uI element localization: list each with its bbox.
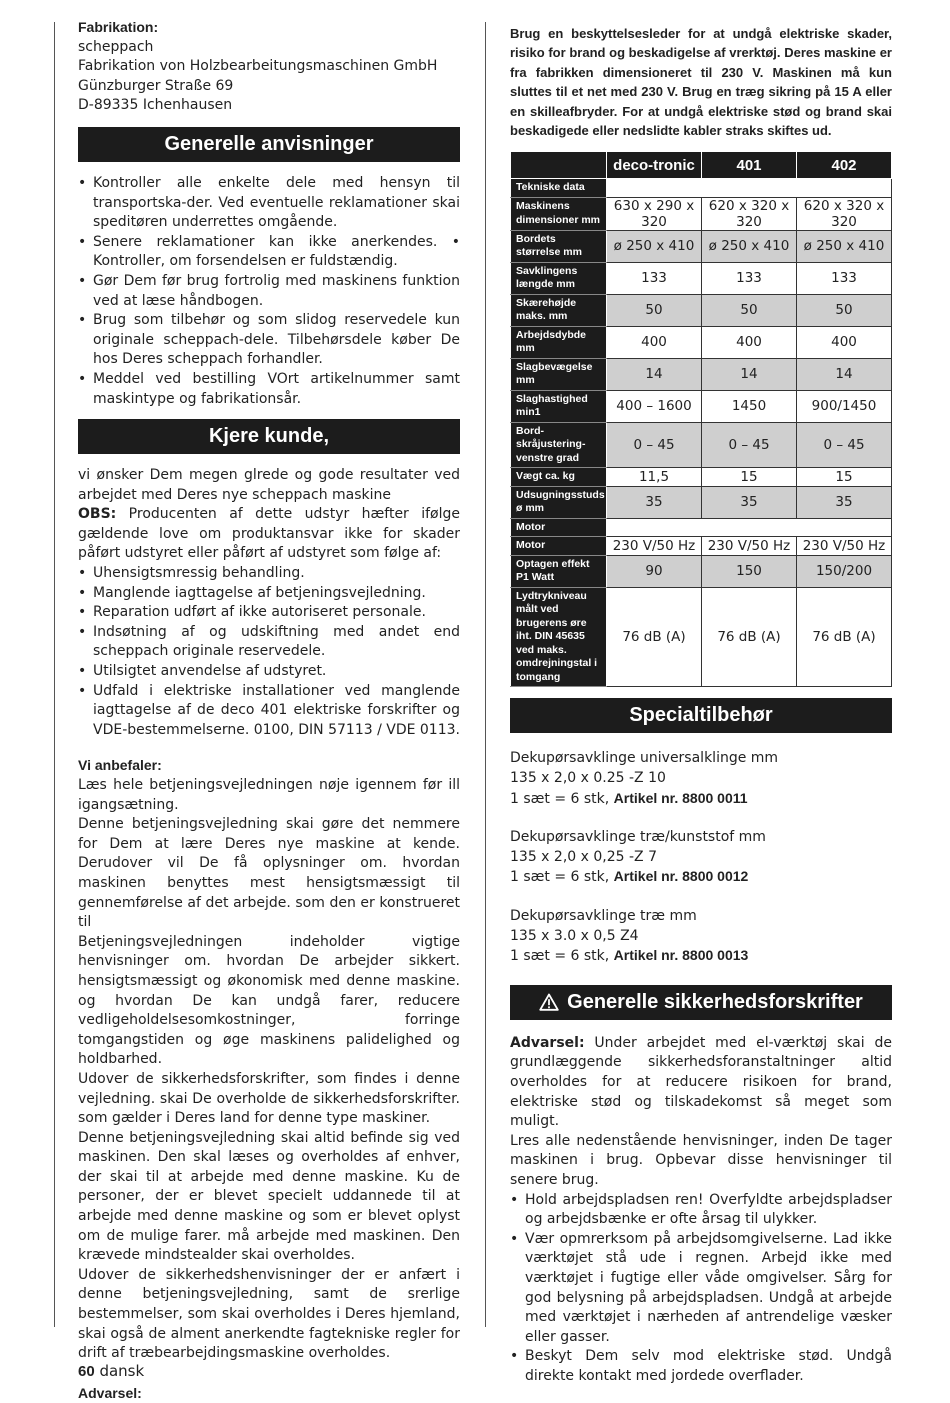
- row-label: Bordets størrelse mm: [511, 230, 607, 262]
- accessory-qty: 1 sæt = 6 stk,: [510, 790, 614, 807]
- accessory-article: Artikel nr. 8800 0012: [613, 868, 749, 885]
- table-cell: 35: [797, 486, 892, 518]
- table-cell: 620 x 320 x 320: [702, 197, 797, 230]
- safety-warning-text: Under arbejdet med el-værktøj skai de grundlæggende sikkerhedsforanstaltninger altid overholdes for at reducere risikoen for brand, elektriske stød og tilskadekomst så meget som muligt.: [510, 1034, 892, 1130]
- table-cell: 133: [797, 262, 892, 294]
- recommend-paragraph: Udover de sikkerhedshenvisninger der er anfært i denne betjeningsvejledning, samt de srerlige bestemmelser, som skai overholdes i Deres hjemland, skai også de alment anerkendte fagtekniske regler for drift af træbearbejdingsmaskine overholdes.: [78, 1266, 460, 1362]
- table-cell: 400: [607, 326, 702, 358]
- table-row: [511, 262, 892, 294]
- section-spacer: [607, 518, 892, 537]
- accessory-name: Dekupørsavklinge træ/kunststof mm: [510, 829, 766, 846]
- safety-list: [510, 1191, 892, 1387]
- table-cell: 50: [797, 294, 892, 326]
- safety-warning: [510, 1034, 892, 1132]
- list-item: • Kontroller alle enkelte dele med hensyn til transportska-der. Ved eventuelle reklamationer skai speditøren underrettes omgående.: [78, 174, 460, 233]
- list-item: • Manglende iagttagelse af betjeningsvejledning.: [78, 584, 460, 604]
- customer-heading: Kjere kunde,: [78, 419, 460, 454]
- accessory-item: [510, 749, 892, 809]
- table-row: [511, 587, 892, 687]
- model-header: 401: [702, 152, 797, 179]
- table-cell: 150/200: [797, 555, 892, 587]
- table-row: [511, 486, 892, 518]
- row-label: Arbejdsdybde mm: [511, 326, 607, 358]
- right-column: [510, 18, 892, 1386]
- table-row: [511, 422, 892, 468]
- section-spacer: [607, 179, 892, 198]
- row-label: Slaghastighed min1: [511, 390, 607, 422]
- safety-read: Lres alle nedenstående henvisninger, inden De tager maskinen i brug. Opbevar disse henvisninger til senere brug.: [510, 1132, 892, 1188]
- accessory-item: [510, 907, 892, 967]
- accessory-article-line: [510, 946, 892, 967]
- recommend-paragraph: Udover de sikkerhedsforskrifter, som findes i denne vejledning. skai De overholde de sikkerhedsforskrifter. som gælder i Deres land for denne type maskiner.: [78, 1070, 460, 1127]
- table-row: [511, 537, 892, 556]
- spec-table: [510, 151, 892, 687]
- manufacturer-line: Fabrikation von Holzbearbeitungsmaschinen GmbH: [78, 58, 438, 75]
- table-cell: 1450: [702, 390, 797, 422]
- general-list: [78, 174, 460, 409]
- recommend-paragraph: Denne betjeningsvejledning skai altid befinde sig ved maskinen. Den skal læses og overholdes af enhver, der skai til at arbejde med denne maskine. Ku de personer, der er blevet specielt uddannede til at arbejde med denne maskine og som er blevet oplyst om de mulige farer. må arbejde med maskinen. Den krævede mindstealder skai overholdes.: [78, 1129, 460, 1264]
- list-item: • Utilsigtet anvendelse af udstyret.: [78, 662, 460, 682]
- table-cell: 50: [607, 294, 702, 326]
- list-item: • Meddel ved bestilling VOrt artikelnummer samt maskintype og fabrikationsår.: [78, 370, 460, 409]
- list-item: • Brug som tilbehør og som slidog reservedele kun originale scheppach-dele. Tilbehørsdele køber De hos Deres scheppach forhandler.: [78, 311, 460, 370]
- page-number: 60: [78, 1363, 95, 1380]
- table-cell: 14: [607, 358, 702, 390]
- model-header: deco-tronic: [607, 152, 702, 179]
- table-cell: 900/1450: [797, 390, 892, 422]
- accessory-name: Dekupørsavklinge universalklinge mm: [510, 750, 779, 767]
- accessory-size: 135 x 2,0 x 0.25 -Z 10: [510, 770, 666, 787]
- left-divider: [54, 22, 55, 1327]
- row-label: Savklingens længde mm: [511, 262, 607, 294]
- table-cell: 400 – 1600: [607, 390, 702, 422]
- section-label: Tekniske data: [511, 179, 607, 198]
- table-corner: [511, 152, 607, 179]
- manufacturer-heading: Fabrikation:: [78, 19, 159, 35]
- accessory-article: Artikel nr. 8800 0013: [613, 947, 749, 964]
- safety-title: Generelle sikkerhedsforskrifter: [567, 990, 863, 1013]
- general-heading: Generelle anvisninger: [78, 127, 460, 162]
- accessory-article: Artikel nr. 8800 0011: [613, 789, 748, 806]
- row-label: Maskinens dimensioner mm: [511, 197, 607, 230]
- row-label: Skærehøjde maks. mm: [511, 294, 607, 326]
- accessory-name: Dekupørsavklinge træ mm: [510, 908, 697, 924]
- table-cell: 400: [797, 326, 892, 358]
- manufacturer-line: scheppach: [78, 38, 154, 55]
- list-item: • Indsøtning af og udskiftning med andet end scheppach originale reservedele.: [78, 623, 460, 662]
- left-column: [78, 18, 460, 1403]
- accessory-item: [510, 828, 892, 888]
- center-divider: [485, 22, 486, 1327]
- table-cell: 76 dB (A): [607, 587, 702, 687]
- accessory-size: 135 x 2,0 x 0,25 -Z 7: [510, 848, 657, 865]
- manufacturer-line: D-89335 Ichenhausen: [78, 97, 233, 114]
- customer-intro: vi ønsker Dem megen glrede og gode resultater ved arbejdet med Deres nye scheppach maskine: [78, 467, 460, 503]
- table-cell: ø 250 x 410: [797, 230, 892, 262]
- row-label: Optagen effekt P1 Watt: [511, 555, 607, 587]
- table-row: [511, 197, 892, 230]
- table-row: [511, 358, 892, 390]
- safety-heading: [510, 985, 892, 1020]
- row-label: Motor: [511, 537, 607, 556]
- table-cell: 230 V/50 Hz: [797, 537, 892, 556]
- table-cell: 400: [702, 326, 797, 358]
- obs-text: Producenten af dette udstyr hæfter ifølge gældende love om produktansvar ikke for skader påført udstyret eller påført af udstyret som følge af:: [78, 506, 460, 562]
- electrical-note: Brug en beskyttelsesleder for at undgå elektriske skader, risiko for brand og beskadigelse af vrerktøj. Deres maskine er fra fabrikken dimensioneret til 230 V. Maskinen må kun sluttes til et net med 230 V. Brug en træg sikring på 15 A eller en skilleafbryder. For at undgå elektriske stød og brand skai beskadigede eller nedslidte kabler straks skiftes ud.: [510, 26, 892, 139]
- table-cell: 0 – 45: [797, 422, 892, 468]
- accessories-list: [510, 749, 892, 966]
- table-cell: 230 V/50 Hz: [702, 537, 797, 556]
- row-label: Bord-skråjustering-venstre grad: [511, 422, 607, 468]
- table-cell: 15: [702, 468, 797, 487]
- table-cell: 11,5: [607, 468, 702, 487]
- row-label: Lydtrykniveau målt ved brugerens øre iht. DIN 45635 ved maks. omdrejningstal i tomgang: [511, 587, 607, 687]
- list-item: • Senere reklamationer kan ikke anerkendes. • Kontroller, om forsendelsen er fuldstændig.: [78, 233, 460, 272]
- accessory-article-line: [510, 789, 892, 810]
- list-item: • Gør Dem før brug fortrolig med maskinens funktion ved at læse håndbogen.: [78, 272, 460, 311]
- list-item: • Vær opmrerksom på arbejdsomgivelserne. Lad ikke værktøjet stå ude i regnen. Arbejd ikke med værktøjet i fugtige eller våde omgivelser. Sårg for god belysning på arbejdspladsen. Undgå at arbejde med værktøjet i nærheden af antrendelige væsker eller gasser.: [510, 1230, 892, 1348]
- table-row: [511, 230, 892, 262]
- manufacturer-block: [78, 18, 460, 116]
- table-row: [511, 294, 892, 326]
- accessory-qty: 1 sæt = 6 stk,: [510, 948, 614, 965]
- table-cell: 35: [607, 486, 702, 518]
- table-cell: 620 x 320 x 320: [797, 197, 892, 230]
- table-cell: ø 250 x 410: [702, 230, 797, 262]
- accessory-qty: 1 sæt = 6 stk,: [510, 869, 614, 886]
- table-cell: 76 dB (A): [797, 587, 892, 687]
- spec-header-row: [511, 152, 892, 179]
- table-cell: 0 – 45: [607, 422, 702, 468]
- table-row: [511, 326, 892, 358]
- table-row: [511, 555, 892, 587]
- recommend-paragraph: Læs hele betjeningsvejledningen nøje igennem før ill igangsætning.: [78, 777, 460, 813]
- table-cell: 630 x 290 x 320: [607, 197, 702, 230]
- accessory-size: 135 x 3.0 x 0,5 Z4: [510, 927, 639, 944]
- table-row: [511, 468, 892, 487]
- spec-section-row: [511, 179, 892, 198]
- list-item: • Reparation udført af ikke autoriseret personale.: [78, 603, 460, 623]
- table-cell: ø 250 x 410: [607, 230, 702, 262]
- table-cell: 230 V/50 Hz: [607, 537, 702, 556]
- list-item: • Uhensigtsmressig behandling.: [78, 564, 460, 584]
- row-label: Slagbevægelse mm: [511, 358, 607, 390]
- page-language: dansk: [94, 1362, 145, 1380]
- row-label: Udsugningsstuds ø mm: [511, 486, 607, 518]
- model-header: 402: [797, 152, 892, 179]
- recommend-paragraph: Denne betjeningsvejledning skai gøre det nemmere for Dem at lære Deres nye maskine at kende. Derudover vil De få oplysninger om. hvordan maskinen benyttes mest hensigtsmæssigt til gennemførelse af det arbejde. som den er konstrueret til: [78, 816, 460, 931]
- section-label: Motor: [511, 518, 607, 537]
- table-cell: 133: [607, 262, 702, 294]
- table-row: [511, 390, 892, 422]
- table-cell: 90: [607, 555, 702, 587]
- customer-list: [78, 564, 460, 740]
- spec-table-body: [511, 179, 892, 687]
- list-item: • Beskyt Dem selv mod elektriske stød. Undgå direkte kontakt med jordede overflader.: [510, 1347, 892, 1386]
- obs-label: OBS:: [78, 506, 117, 523]
- table-cell: 0 – 45: [702, 422, 797, 468]
- warning-triangle-icon: [539, 988, 559, 1023]
- page-footer: [78, 1362, 144, 1380]
- table-cell: 14: [702, 358, 797, 390]
- table-cell: 35: [702, 486, 797, 518]
- spec-section-row: [511, 518, 892, 537]
- table-cell: 150: [702, 555, 797, 587]
- accessories-heading: Specialtilbehør: [510, 698, 892, 733]
- recommend-paragraph: Betjeningsvejledningen indeholder vigtige henvisninger om. hvordan De arbejder sikkert. hensigtsmæssigt og økonomisk med denne maskine. og hvordan De kan undgå farer, reducere vedligeholdelsesomkostninger, forringe tomgangstiden og øge maskinens palidelighed og holdbarhed.: [78, 933, 460, 1068]
- table-cell: 50: [702, 294, 797, 326]
- accessory-article-line: [510, 867, 892, 888]
- recommend-heading: Vi anbefaler:: [78, 757, 162, 774]
- manufacturer-line: Günzburger Straße 69: [78, 77, 234, 94]
- list-item: • Hold arbejdspladsen ren! Overfyldte arbejdspladser og arbejdsbænke er ofte årsag til ulykker.: [510, 1191, 892, 1230]
- table-cell: 133: [702, 262, 797, 294]
- table-cell: 15: [797, 468, 892, 487]
- warning-label: Advarsel:: [78, 1384, 142, 1401]
- obs-paragraph: [78, 505, 460, 564]
- list-item: • Udfald i elektriske installationer ved manglende iagttagelse af de deco 401 elektriske forskrifter og VDE-bestemmelserne. 0100, DIN 57113 / VDE 0113.: [78, 682, 460, 741]
- table-cell: 76 dB (A): [702, 587, 797, 687]
- table-cell: 14: [797, 358, 892, 390]
- row-label: Vægt ca. kg: [511, 468, 607, 487]
- safety-warning-label: Advarsel:: [510, 1034, 585, 1051]
